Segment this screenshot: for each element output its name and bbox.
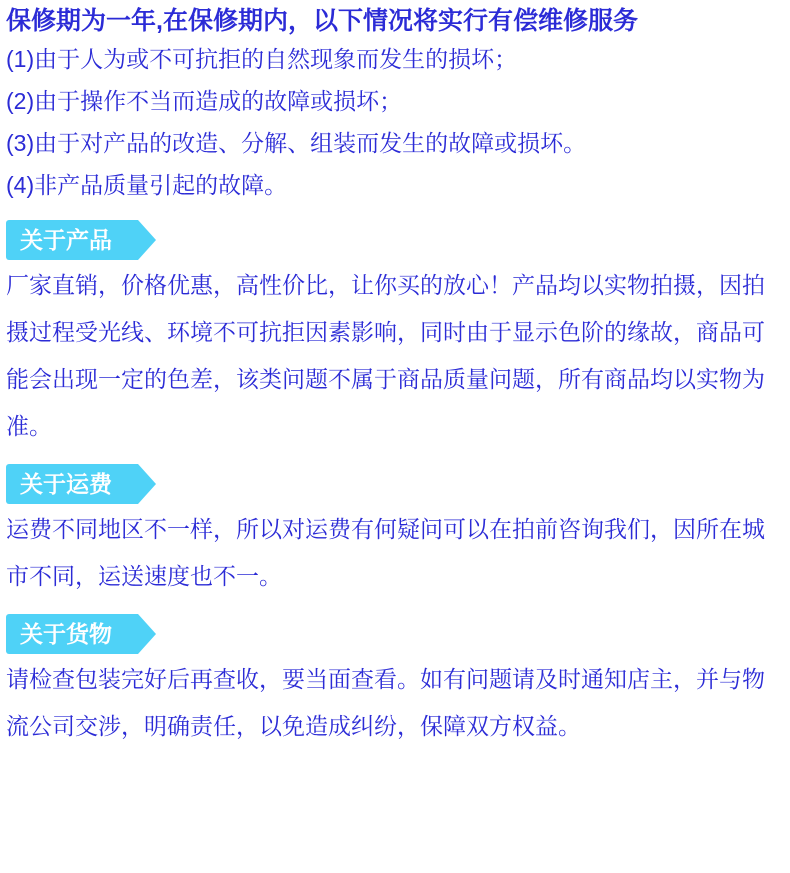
section-body-freight: 运费不同地区不一样，所以对运费有何疑问可以在拍前咨询我们，因所在城市不同，运送速度也不一。	[6, 516, 765, 589]
warranty-item: (2)由于操作不当而造成的故障或损坏；	[6, 88, 403, 114]
section-about-freight	[6, 450, 784, 600]
section-about-product	[6, 206, 784, 450]
section-about-goods	[6, 600, 784, 750]
warranty-item: (1)由于人为或不可抗拒的自然现象而发生的损坏；	[6, 46, 518, 72]
warranty-item: (3)由于对产品的改造、分解、组装而发生的故障或损坏。	[6, 130, 587, 156]
warranty-title: 保修期为一年,在保修期内，以下情况将实行有偿维修服务	[6, 7, 638, 35]
section-heading-freight: 关于运费	[6, 464, 138, 504]
after-sales-policy-page	[0, 4, 790, 873]
section-body-goods: 请检查包装完好后再查收，要当面查看。如有问题请及时通知店主，并与物流公司交涉，明确责任，以免造成纠纷，保障双方权益。	[6, 666, 765, 739]
section-heading-freight-wrap	[6, 450, 784, 506]
section-heading-goods: 关于货物	[6, 614, 138, 654]
section-body-product: 厂家直销，价格优惠，高性价比，让你买的放心！产品均以实物拍摄，因拍摄过程受光线、环境不可抗拒因素影响，同时由于显示色阶的缘故，商品可能会出现一定的色差，该类问题不属于商品质量问题，所有商品均以实物为准。	[6, 272, 765, 439]
warranty-item: (4)非产品质量引起的故障。	[6, 172, 288, 198]
section-heading-product-wrap	[6, 206, 784, 262]
section-heading-product: 关于产品	[6, 220, 138, 260]
section-heading-goods-wrap	[6, 600, 784, 656]
